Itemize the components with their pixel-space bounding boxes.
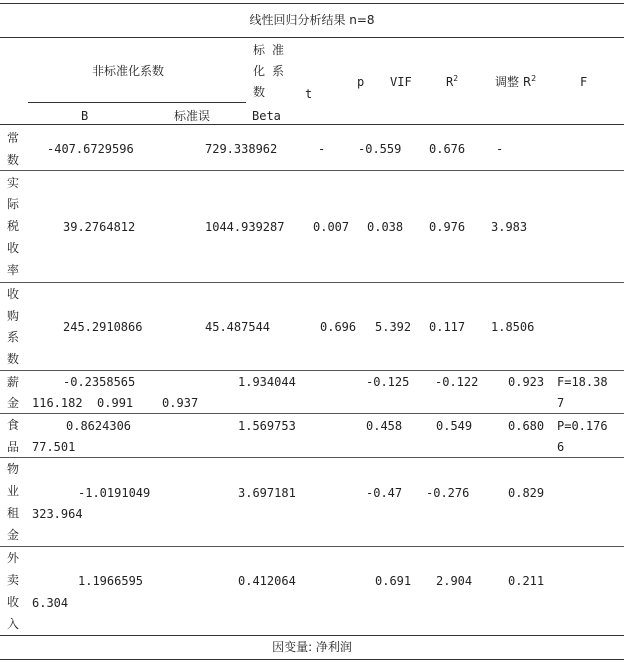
cell-b: 245.2910866 (63, 320, 143, 334)
cell-se: 1044.939287 (205, 220, 285, 234)
cell-vif: 0.976 (429, 220, 466, 234)
row-label-char: 薪 (6, 375, 19, 389)
cell-se: 729.338962 (205, 142, 278, 156)
cell-vif: 0.549 (436, 419, 473, 433)
header-std-char: 准 (271, 43, 284, 57)
row-label-char: 实 (6, 176, 19, 190)
table-title: 线性回归分析结果 n=8 (249, 13, 375, 27)
cell-vif: 0.676 (429, 142, 466, 156)
row-label-char: 金 (6, 396, 19, 410)
rule-row3 (0, 370, 624, 371)
cell-se: 1.934044 (238, 375, 296, 389)
header-adj-r2: 调整 $R^2$ (495, 74, 537, 89)
rule-row4 (0, 413, 624, 414)
row-label-char: 税 (6, 219, 19, 233)
table-footer: 因变量: 净利润 (272, 640, 352, 654)
cell-wrap-line: 323.964 (32, 507, 83, 521)
rule-row1 (0, 170, 624, 171)
cell-b: 0.8624306 (66, 419, 132, 433)
row-label-char: 收 (6, 287, 19, 301)
cell-t: - (318, 142, 326, 156)
cell-p: -0.47 (366, 486, 403, 500)
header-t: t (305, 87, 313, 101)
row-label-char: 外 (6, 551, 19, 565)
header-vif: VIF (390, 75, 412, 89)
cell-b: -1.0191049 (78, 486, 151, 500)
cell-f-wrap: 6 (557, 440, 565, 454)
cell-r2: 0.829 (508, 486, 545, 500)
row-label-char: 食 (6, 418, 19, 432)
row-label-char: 收 (6, 241, 19, 255)
cell-r2: 0.923 (508, 375, 545, 389)
cell-p: 5.392 (375, 320, 412, 334)
cell-wrap-line: 116.182 0.991 0.937 (32, 396, 199, 410)
cell-wrap-line: 6.304 (32, 596, 69, 610)
header-f: F (580, 75, 588, 89)
cell-f: F=18.38 (557, 375, 608, 389)
header-b: B (81, 109, 89, 123)
header-std-char: 化 (252, 64, 265, 78)
cell-vif: -0.122 (435, 375, 479, 389)
cell-f: P=0.176 (557, 419, 608, 433)
cell-b: -407.6729596 (47, 142, 134, 156)
cell-p: -0.559 (358, 142, 402, 156)
cell-f-wrap: 7 (557, 396, 565, 410)
row-label-char: 常 (6, 131, 19, 145)
rule-header-bottom (0, 124, 624, 125)
cell-se: 1.569753 (238, 419, 296, 433)
row-label-char: 际 (6, 197, 19, 211)
cell-vif: 0.117 (429, 320, 466, 334)
rule-unstd-underline (28, 102, 246, 103)
header-beta: Beta (252, 109, 281, 123)
row-label-char: 租 (6, 506, 19, 520)
cell-p: -0.125 (366, 375, 410, 389)
row-label-char: 入 (6, 617, 19, 631)
rule-row5 (0, 457, 624, 458)
row-label-char: 收 (6, 595, 19, 609)
row-label-char: 数 (6, 352, 19, 366)
row-label-char: 金 (6, 528, 19, 542)
header-std-char: 系 (271, 64, 284, 78)
cell-p: 0.691 (375, 574, 412, 588)
cell-se: 3.697181 (238, 486, 296, 500)
header-std-char: 标 (252, 43, 265, 57)
cell-t: 0.696 (320, 320, 357, 334)
row-label-char: 率 (6, 263, 19, 277)
header-p: p (357, 75, 365, 89)
rule-title-bottom (0, 37, 624, 38)
cell-r2: 3.983 (491, 220, 528, 234)
row-label-char: 品 (6, 440, 19, 454)
cell-r2: - (496, 142, 504, 156)
row-label-char: 卖 (6, 573, 19, 587)
cell-t: 0.007 (313, 220, 350, 234)
rule-row6 (0, 546, 624, 547)
header-r2: $R^2$ (446, 74, 459, 89)
cell-b: -0.2358565 (63, 375, 136, 389)
cell-wrap-line: 77.501 (32, 440, 76, 454)
rule-top (0, 3, 624, 4)
header-unstd: 非标准化系数 (92, 64, 165, 78)
cell-r2: 0.211 (508, 574, 545, 588)
cell-r2: 0.680 (508, 419, 545, 433)
row-label-char: 数 (6, 153, 19, 167)
rule-bottom (0, 659, 624, 660)
row-label-char: 系 (6, 330, 19, 344)
rule-body-bottom (0, 635, 624, 636)
cell-r2: 1.8506 (491, 320, 535, 334)
header-std-char: 数 (252, 85, 265, 99)
cell-vif: 2.904 (436, 574, 473, 588)
cell-vif: -0.276 (426, 486, 470, 500)
cell-b: 1.1966595 (78, 574, 144, 588)
row-label-char: 物 (6, 462, 19, 476)
cell-se: 45.487544 (205, 320, 271, 334)
header-se: 标准误 (174, 109, 211, 123)
cell-p: 0.038 (367, 220, 404, 234)
rule-row2 (0, 282, 624, 283)
cell-b: 39.2764812 (63, 220, 136, 234)
row-label-char: 业 (6, 484, 19, 498)
cell-p: 0.458 (366, 419, 403, 433)
row-label-char: 购 (6, 309, 19, 323)
cell-se: 0.412064 (238, 574, 296, 588)
